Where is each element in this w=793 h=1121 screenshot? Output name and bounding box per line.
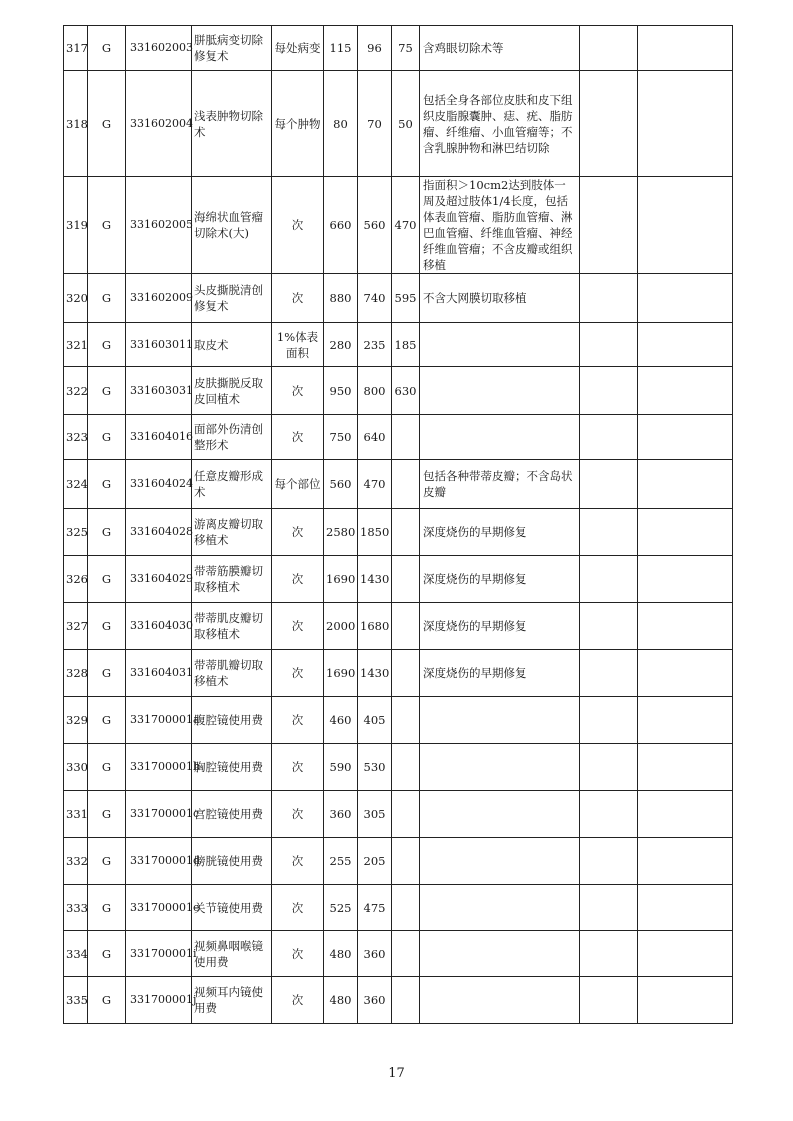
- cell-unit: 每个部位: [272, 460, 324, 509]
- cell-name: 皮肤撕脱反取皮回植术: [192, 367, 272, 415]
- cell-note: [420, 791, 580, 838]
- cell-empty: [638, 177, 733, 274]
- cell-cls: G: [88, 885, 126, 931]
- cell-empty: [580, 556, 638, 603]
- cell-no: 321: [64, 323, 88, 367]
- cell-empty: [638, 509, 733, 556]
- cell-no: 323: [64, 415, 88, 460]
- cell-no: 328: [64, 650, 88, 697]
- table-row: [64, 885, 733, 931]
- table-row: [64, 977, 733, 1024]
- cell-note: 深度烧伤的早期修复: [420, 650, 580, 697]
- table-row: [64, 838, 733, 885]
- cell-p2: 800: [358, 367, 392, 415]
- cell-name: 视频鼻咽喉镜使用费: [192, 931, 272, 977]
- cell-unit: 次: [272, 838, 324, 885]
- cell-p1: 80: [324, 71, 358, 177]
- cell-empty: [638, 415, 733, 460]
- cell-code: 331700001e: [126, 885, 192, 931]
- cell-p1: 1690: [324, 556, 358, 603]
- cell-code: 331604030: [126, 603, 192, 650]
- cell-unit: 次: [272, 603, 324, 650]
- cell-note: 包括各种带蒂皮瓣；不含岛状皮瓣: [420, 460, 580, 509]
- cell-note: [420, 697, 580, 744]
- cell-code: 331700001d: [126, 838, 192, 885]
- cell-p1: 480: [324, 977, 358, 1024]
- cell-p3: [392, 791, 420, 838]
- cell-p1: 2580: [324, 509, 358, 556]
- cell-p3: [392, 415, 420, 460]
- cell-no: 332: [64, 838, 88, 885]
- cell-cls: G: [88, 367, 126, 415]
- cell-no: 327: [64, 603, 88, 650]
- cell-empty: [638, 26, 733, 71]
- cell-unit: 次: [272, 791, 324, 838]
- cell-empty: [638, 274, 733, 323]
- cell-cls: G: [88, 556, 126, 603]
- cell-cls: G: [88, 460, 126, 509]
- cell-note: 指面积＞10cm2达到肢体一周及超过肢体1/4长度，包括体表血管瘤、脂肪血管瘤、淋巴血管瘤、纤维血管瘤、神经纤维血管瘤；不含皮瓣或组织移植: [420, 177, 580, 274]
- cell-p3: [392, 838, 420, 885]
- cell-unit: 次: [272, 415, 324, 460]
- cell-p2: 1430: [358, 556, 392, 603]
- cell-no: 320: [64, 274, 88, 323]
- cell-cls: G: [88, 650, 126, 697]
- cell-p1: 590: [324, 744, 358, 791]
- cell-p2: 470: [358, 460, 392, 509]
- cell-name: 游离皮瓣切取移植术: [192, 509, 272, 556]
- table-row: [64, 697, 733, 744]
- cell-code: 331700001j: [126, 977, 192, 1024]
- cell-cls: G: [88, 931, 126, 977]
- cell-p1: 460: [324, 697, 358, 744]
- cell-cls: G: [88, 509, 126, 556]
- cell-unit: 次: [272, 177, 324, 274]
- cell-empty: [638, 885, 733, 931]
- table-row: [64, 71, 733, 177]
- cell-name: 取皮术: [192, 323, 272, 367]
- cell-p3: 595: [392, 274, 420, 323]
- cell-name: 海绵状血管瘤切除术(大): [192, 177, 272, 274]
- table-row: [64, 460, 733, 509]
- cell-no: 318: [64, 71, 88, 177]
- cell-no: 330: [64, 744, 88, 791]
- cell-no: 319: [64, 177, 88, 274]
- cell-p3: 50: [392, 71, 420, 177]
- cell-p3: [392, 650, 420, 697]
- cell-unit: 每个肿物: [272, 71, 324, 177]
- cell-p3: 185: [392, 323, 420, 367]
- cell-p3: 75: [392, 26, 420, 71]
- cell-empty: [580, 931, 638, 977]
- cell-empty: [580, 367, 638, 415]
- cell-p1: 255: [324, 838, 358, 885]
- cell-empty: [638, 931, 733, 977]
- cell-empty: [580, 603, 638, 650]
- cell-empty: [580, 26, 638, 71]
- cell-code: 331604024: [126, 460, 192, 509]
- page-number: 17: [388, 1066, 405, 1081]
- cell-note: 包括全身各部位皮肤和皮下组织皮脂腺囊肿、痣、疣、脂肪瘤、纤维瘤、小血管瘤等；不含乳腺肿物和淋巴结切除: [420, 71, 580, 177]
- cell-p1: 280: [324, 323, 358, 367]
- cell-p2: 640: [358, 415, 392, 460]
- cell-p2: 205: [358, 838, 392, 885]
- cell-cls: G: [88, 26, 126, 71]
- cell-code: 331700001i: [126, 931, 192, 977]
- table-row: [64, 650, 733, 697]
- cell-code: 331604028: [126, 509, 192, 556]
- cell-empty: [580, 697, 638, 744]
- table-row: [64, 791, 733, 838]
- cell-cls: G: [88, 838, 126, 885]
- cell-p2: 405: [358, 697, 392, 744]
- cell-empty: [638, 71, 733, 177]
- cell-cls: G: [88, 71, 126, 177]
- cell-no: 322: [64, 367, 88, 415]
- cell-no: 333: [64, 885, 88, 931]
- cell-p1: 1690: [324, 650, 358, 697]
- cell-name: 任意皮瓣形成术: [192, 460, 272, 509]
- cell-code: 331700001b: [126, 744, 192, 791]
- cell-note: 深度烧伤的早期修复: [420, 556, 580, 603]
- cell-no: 335: [64, 977, 88, 1024]
- cell-note: [420, 885, 580, 931]
- cell-unit: 次: [272, 697, 324, 744]
- cell-p3: [392, 885, 420, 931]
- cell-empty: [638, 603, 733, 650]
- cell-p1: 880: [324, 274, 358, 323]
- cell-empty: [580, 650, 638, 697]
- cell-empty: [638, 556, 733, 603]
- cell-note: 深度烧伤的早期修复: [420, 603, 580, 650]
- cell-no: 329: [64, 697, 88, 744]
- cell-cls: G: [88, 744, 126, 791]
- cell-name: 关节镜使用费: [192, 885, 272, 931]
- cell-no: 326: [64, 556, 88, 603]
- cell-code: 331700001c: [126, 791, 192, 838]
- cell-p2: 1850: [358, 509, 392, 556]
- cell-note: [420, 367, 580, 415]
- cell-name: 头皮撕脱清创修复术: [192, 274, 272, 323]
- cell-note: [420, 838, 580, 885]
- cell-cls: G: [88, 603, 126, 650]
- cell-code: 331603031: [126, 367, 192, 415]
- cell-empty: [638, 367, 733, 415]
- table-row: [64, 556, 733, 603]
- cell-empty: [638, 460, 733, 509]
- cell-note: [420, 977, 580, 1024]
- cell-unit: 次: [272, 367, 324, 415]
- cell-cls: G: [88, 697, 126, 744]
- cell-p2: 360: [358, 977, 392, 1024]
- cell-code: 331604016: [126, 415, 192, 460]
- cell-p3: [392, 460, 420, 509]
- cell-name: 膀胱镜使用费: [192, 838, 272, 885]
- cell-empty: [580, 71, 638, 177]
- cell-p3: [392, 509, 420, 556]
- cell-p2: 305: [358, 791, 392, 838]
- cell-empty: [638, 838, 733, 885]
- cell-empty: [580, 791, 638, 838]
- cell-name: 胼胝病变切除修复术: [192, 26, 272, 71]
- cell-p3: 630: [392, 367, 420, 415]
- table-row: [64, 177, 733, 274]
- cell-name: 胸腔镜使用费: [192, 744, 272, 791]
- cell-name: 视频耳内镜使用费: [192, 977, 272, 1024]
- cell-name: 带蒂筋膜瓣切取移植术: [192, 556, 272, 603]
- cell-p2: 70: [358, 71, 392, 177]
- cell-empty: [580, 415, 638, 460]
- cell-p3: [392, 977, 420, 1024]
- cell-empty: [580, 177, 638, 274]
- cell-name: 带蒂肌瓣切取移植术: [192, 650, 272, 697]
- cell-empty: [580, 509, 638, 556]
- cell-p2: 235: [358, 323, 392, 367]
- cell-p3: [392, 744, 420, 791]
- cell-p1: 525: [324, 885, 358, 931]
- cell-empty: [638, 791, 733, 838]
- cell-code: 331603011: [126, 323, 192, 367]
- cell-p3: [392, 556, 420, 603]
- cell-unit: 次: [272, 977, 324, 1024]
- cell-cls: G: [88, 177, 126, 274]
- cell-name: 腹腔镜使用费: [192, 697, 272, 744]
- cell-p3: [392, 697, 420, 744]
- cell-cls: G: [88, 415, 126, 460]
- cell-p2: 560: [358, 177, 392, 274]
- cell-cls: G: [88, 977, 126, 1024]
- cell-empty: [638, 650, 733, 697]
- cell-empty: [580, 323, 638, 367]
- cell-p2: 530: [358, 744, 392, 791]
- cell-p3: 470: [392, 177, 420, 274]
- cell-empty: [638, 697, 733, 744]
- cell-empty: [638, 744, 733, 791]
- table-row: [64, 931, 733, 977]
- cell-note: [420, 931, 580, 977]
- cell-unit: 次: [272, 650, 324, 697]
- cell-cls: G: [88, 323, 126, 367]
- cell-note: [420, 744, 580, 791]
- cell-code: 331604029: [126, 556, 192, 603]
- cell-code: 331604031: [126, 650, 192, 697]
- cell-p3: [392, 931, 420, 977]
- cell-no: 331: [64, 791, 88, 838]
- cell-note: 深度烧伤的早期修复: [420, 509, 580, 556]
- table-row: [64, 323, 733, 367]
- table-row: [64, 367, 733, 415]
- cell-empty: [580, 885, 638, 931]
- price-table: [63, 25, 733, 1024]
- cell-p1: 360: [324, 791, 358, 838]
- cell-unit: 1%体表面积: [272, 323, 324, 367]
- cell-p2: 96: [358, 26, 392, 71]
- cell-code: 331602005: [126, 177, 192, 274]
- cell-note: [420, 415, 580, 460]
- cell-empty: [580, 274, 638, 323]
- cell-unit: 次: [272, 274, 324, 323]
- cell-p2: 740: [358, 274, 392, 323]
- cell-unit: 次: [272, 885, 324, 931]
- cell-p1: 660: [324, 177, 358, 274]
- cell-name: 浅表肿物切除术: [192, 71, 272, 177]
- cell-p1: 480: [324, 931, 358, 977]
- cell-note: [420, 323, 580, 367]
- cell-no: 334: [64, 931, 88, 977]
- cell-p2: 1680: [358, 603, 392, 650]
- cell-p3: [392, 603, 420, 650]
- cell-unit: 每处病变: [272, 26, 324, 71]
- cell-p1: 115: [324, 26, 358, 71]
- cell-note: 不含大网膜切取移植: [420, 274, 580, 323]
- cell-code: 331602004: [126, 71, 192, 177]
- table-row: [64, 274, 733, 323]
- cell-note: 含鸡眼切除术等: [420, 26, 580, 71]
- table-row: [64, 509, 733, 556]
- cell-p2: 360: [358, 931, 392, 977]
- cell-unit: 次: [272, 556, 324, 603]
- cell-empty: [580, 744, 638, 791]
- cell-code: 331700001a: [126, 697, 192, 744]
- cell-p2: 1430: [358, 650, 392, 697]
- cell-empty: [580, 460, 638, 509]
- cell-empty: [638, 977, 733, 1024]
- cell-name: 面部外伤清创整形术: [192, 415, 272, 460]
- table-row: [64, 744, 733, 791]
- cell-empty: [580, 977, 638, 1024]
- cell-p1: 750: [324, 415, 358, 460]
- cell-code: 331602009: [126, 274, 192, 323]
- cell-p2: 475: [358, 885, 392, 931]
- cell-code: 331602003: [126, 26, 192, 71]
- cell-empty: [638, 323, 733, 367]
- cell-no: 324: [64, 460, 88, 509]
- cell-cls: G: [88, 274, 126, 323]
- cell-unit: 次: [272, 509, 324, 556]
- table-row: [64, 26, 733, 71]
- cell-empty: [580, 838, 638, 885]
- cell-unit: 次: [272, 744, 324, 791]
- cell-name: 带蒂肌皮瓣切取移植术: [192, 603, 272, 650]
- cell-cls: G: [88, 791, 126, 838]
- table-row: [64, 415, 733, 460]
- cell-no: 317: [64, 26, 88, 71]
- cell-no: 325: [64, 509, 88, 556]
- cell-p1: 560: [324, 460, 358, 509]
- table-row: [64, 603, 733, 650]
- cell-name: 宫腔镜使用费: [192, 791, 272, 838]
- cell-p1: 2000: [324, 603, 358, 650]
- cell-p1: 950: [324, 367, 358, 415]
- cell-unit: 次: [272, 931, 324, 977]
